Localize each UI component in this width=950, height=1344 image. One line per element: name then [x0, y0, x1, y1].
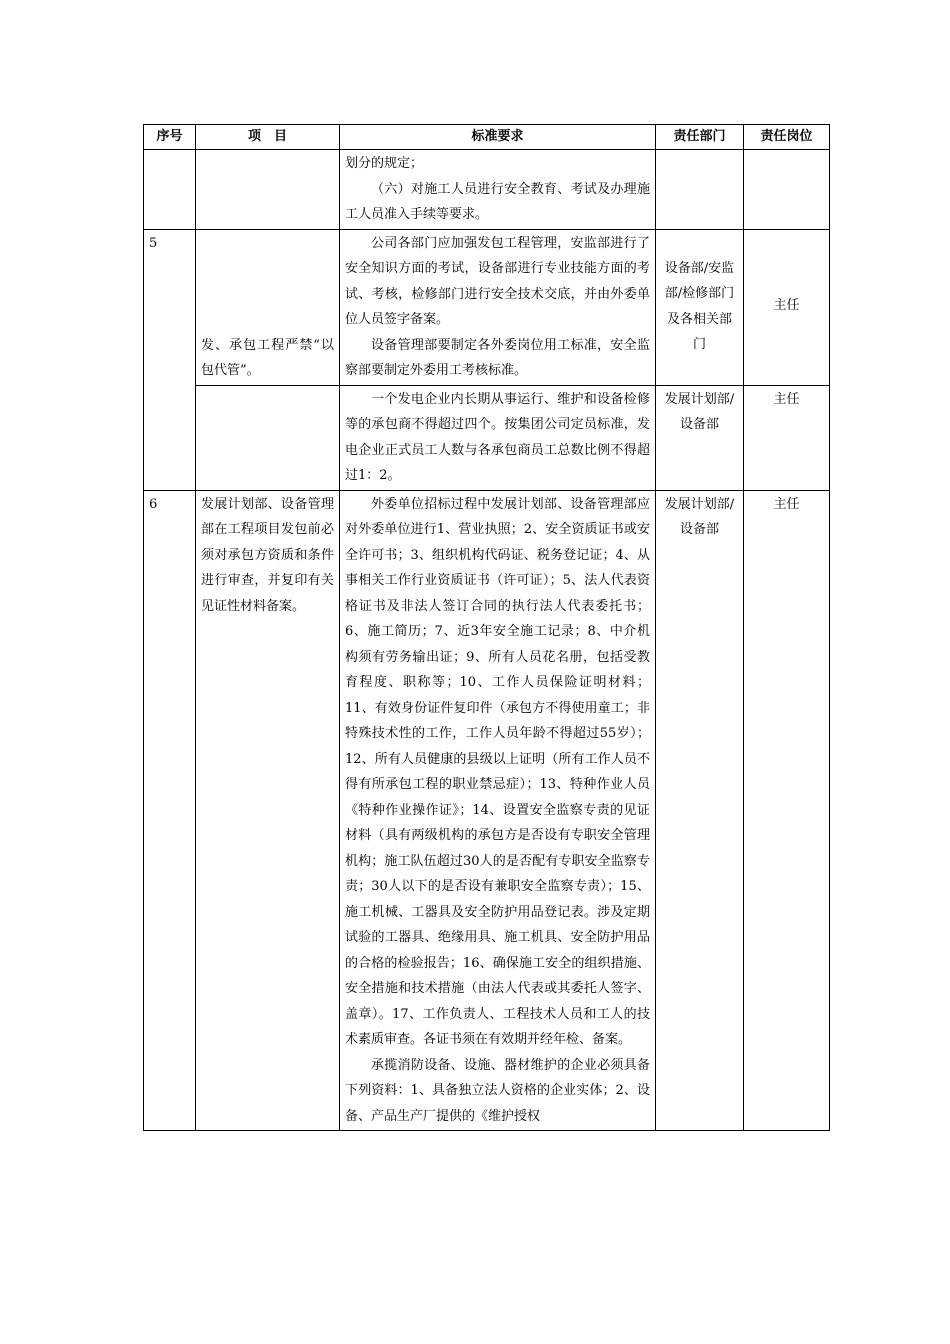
row5-standard-1: [340, 229, 656, 385]
row5-no: 5: [144, 229, 196, 490]
row6-para1: 外委单位招标过程中发展计划部、设备管理部应对外委单位进行1、营业执照；2、安全资质证书或安全许可书；3、组织机构代码证、税务登记证；4、从事相关工作行业资质证书（许可证）；5、法人代表资格证书及非法人签订合同的执行法人代表委托书；6、施工简历；7、近3年安全施工记录；8、中介机构须有劳务输出证；9、所有人员花名册，包括受教育程度、职称等；10、工作人员保险证明材料；11、有效身份证件复印件（承包方不得使用童工；非特殊技术性的工作，工作人员年龄不得超过55岁）；12、所有人员健康的县级以上证明（所有工作人员不得有所承包工程的职业禁忌症）；13、特种作业人员《特种作业操作证》；14、设置安全监察专责的见证材料（具有两级机构的承包方是否设有专职安全管理机构；施工队伍超过30人的是否配有专职安全监察专责；30人以下的是否设有兼职安全监察专责）；15、施工机械、工器具及安全防护用品登记表。涉及定期试验的工器具、绝缘用具、施工机具、安全防护用品的合格的检验报告；16、确保施工安全的组织措施、安全措施和技术措施（由法人代表或其委托人签字、盖章）。17、工作负责人、工程技术人员和工人的技术素质审查。各证书须在有效期并经年检、备案。: [345, 496, 650, 1047]
cont-post-cell: [744, 150, 830, 230]
row5-item-text: 发、承包工程严禁“以包代管”。: [201, 337, 334, 378]
row5-item-empty: [196, 385, 340, 490]
row5-sub1-para1: 公司各部门应加强发包工程管理，安监部进行了安全知识方面的考试，设备部进行专业技能方面的考试、考核，检修部门进行安全技术交底，并由外委单位人员签字备案。: [345, 235, 650, 327]
row5-standard-2: [340, 385, 656, 490]
row6-item-text: 发展计划部、设备管理部在工程项目发包前必须对承包方资质和条件进行审查，并复印有关见证性材料备案。: [201, 496, 334, 614]
row6-standard: [340, 490, 656, 1131]
responsibility-table: [143, 124, 830, 1131]
header-dept: 责任部门: [656, 125, 744, 150]
row5-sub1-para2: 设备管理部要制定各外委岗位用工标准，安全监察部要制定外委用工考核标准。: [345, 337, 650, 378]
cont-line1: 划分的规定；: [345, 156, 424, 171]
header-row: [144, 125, 830, 150]
row6-para2: 承揽消防设备、设施、器材维护的企业必须具备下列资料：1、具备独立法人资格的企业实体；2、设备、产品生产厂提供的《维护授权: [345, 1057, 650, 1124]
row5-sub2-post: [744, 385, 830, 490]
row6-item: [196, 490, 340, 1131]
row5-sub1-dept: [656, 229, 744, 385]
row6-dept: [656, 490, 744, 1131]
table-row-5b: [144, 385, 830, 490]
row6-post: [744, 490, 830, 1131]
header-item: 项 目: [196, 125, 340, 150]
row5-sub2-dept-text: 发展计划部/设备部: [664, 391, 735, 432]
row5-sub1-post: [744, 229, 830, 385]
table-row-continuation: [144, 150, 830, 230]
row5-sub1-dept-text: 设备部/安监部/检修部门及各相关部门: [664, 260, 735, 352]
row6-no: 6: [144, 490, 196, 1131]
table-row-5a: [144, 229, 830, 385]
row6-dept-text: 发展计划部/设备部: [664, 496, 735, 537]
header-post: 责任岗位: [744, 125, 830, 150]
header-no: 序号: [144, 125, 196, 150]
header-standard: 标准要求: [340, 125, 656, 150]
row5-sub2-dept: [656, 385, 744, 490]
cont-item-cell: [196, 150, 340, 230]
row5-sub1-post-text: 主任: [773, 297, 800, 313]
row5-sub2-para1: 一个发电企业内长期从事运行、维护和设备检修等的承包商不得超过四个。按集团公司定员标准，发电企业正式员工人数与各承包商员工总数比例不得超过1：2。: [345, 391, 650, 483]
row6-post-text: 主任: [773, 496, 800, 512]
table-row-6: [144, 490, 830, 1131]
cont-standard-cell: [340, 150, 656, 230]
cont-dept-cell: [656, 150, 744, 230]
row5-item: [196, 229, 340, 385]
cont-no-cell: [144, 150, 196, 230]
row5-sub2-post-text: 主任: [773, 391, 800, 407]
cont-line2: （六）对施工人员进行安全教育、考试及办理施工人员准入手续等要求。: [345, 181, 650, 222]
